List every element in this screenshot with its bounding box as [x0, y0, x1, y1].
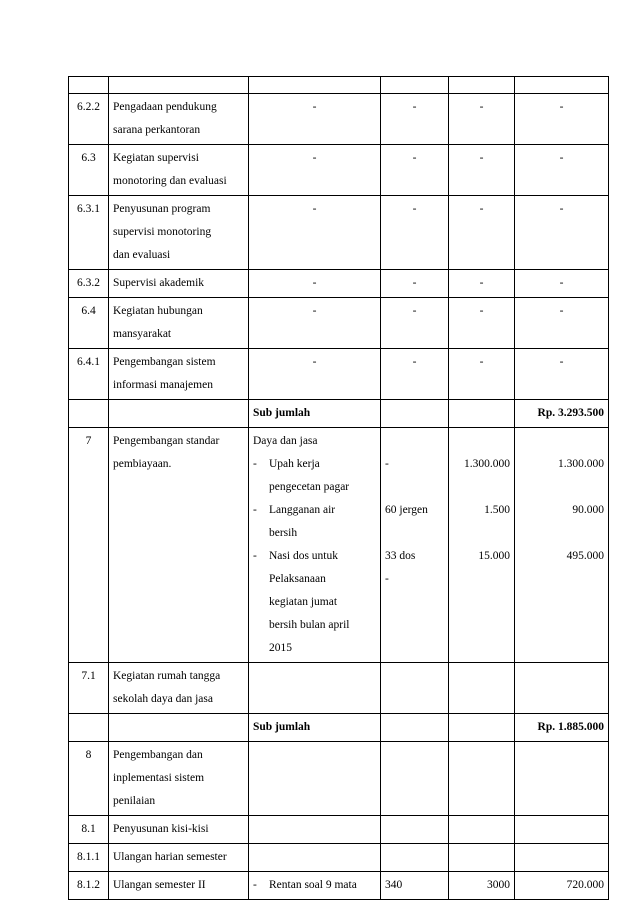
subtotal-label: Sub jumlah	[249, 714, 381, 742]
total-value: 1.300.000	[558, 458, 604, 470]
activity-line: supervisi monotoring	[113, 226, 212, 238]
volume-cell	[381, 428, 449, 663]
item-line: Nasi dos untuk	[269, 550, 338, 562]
spacer	[453, 522, 510, 545]
table-row	[69, 349, 609, 400]
detail-cell: -	[249, 298, 381, 349]
row-number: 6.3.2	[69, 270, 109, 298]
table-cell	[515, 77, 609, 94]
table-cell	[381, 77, 449, 94]
table-row	[69, 663, 609, 714]
activity-name: Supervisi akademik	[109, 270, 249, 298]
activity-line: sekolah daya dan jasa	[113, 693, 213, 705]
table-cell	[449, 663, 515, 714]
volume-cell: 340	[381, 872, 449, 900]
table-cell	[109, 714, 249, 742]
table-cell	[381, 742, 449, 816]
activity-line: Pengadaan pendukung	[113, 101, 217, 113]
activity-line: Pengembangan sistem	[113, 356, 216, 368]
table-cell	[449, 844, 515, 872]
volume-cell: -	[381, 196, 449, 270]
total-cell	[515, 428, 609, 663]
detail-cell: -	[249, 196, 381, 270]
table-cell	[249, 742, 381, 816]
activity-line: mansyarakat	[113, 328, 172, 340]
row-number: 8.1.2	[69, 872, 109, 900]
activity-name	[109, 349, 249, 400]
activity-name	[109, 428, 249, 663]
table-row	[69, 145, 609, 196]
list-item-text	[269, 453, 349, 499]
table-cell	[381, 844, 449, 872]
activity-line: Penyusunan program	[113, 203, 211, 215]
price-value: 1.500	[484, 504, 510, 516]
table-row	[69, 742, 609, 816]
price-cell: -	[449, 349, 515, 400]
detail-cell: -	[249, 270, 381, 298]
table-cell	[109, 77, 249, 94]
total-cell: -	[515, 349, 609, 400]
spacer	[453, 430, 510, 453]
table-row	[69, 298, 609, 349]
table-cell	[249, 844, 381, 872]
table-cell	[69, 77, 109, 94]
table-cell	[109, 400, 249, 428]
activity-line: informasi manajemen	[113, 379, 213, 391]
subtotal-label: Sub jumlah	[249, 400, 381, 428]
activity-line: dan evaluasi	[113, 249, 171, 261]
price-cell: -	[449, 196, 515, 270]
volume-value: -	[385, 573, 389, 585]
total-cell: -	[515, 298, 609, 349]
detail-cell: -	[249, 94, 381, 145]
bullet-dash: -	[253, 879, 257, 891]
spacer	[453, 476, 510, 499]
activity-name	[109, 94, 249, 145]
row-number: 8.1.1	[69, 844, 109, 872]
item-line: Upah kerja	[269, 458, 320, 470]
item-line: bersih bulan april	[269, 619, 350, 631]
activity-line: penilaian	[113, 795, 156, 807]
volume-cell: -	[381, 270, 449, 298]
volume-cell: -	[381, 349, 449, 400]
table-row	[69, 816, 609, 844]
list-item	[253, 453, 376, 499]
detail-cell: -	[249, 349, 381, 400]
row-number: 7	[69, 428, 109, 663]
table-row	[69, 428, 609, 663]
item-line: bersih	[269, 527, 298, 539]
spacer	[519, 522, 604, 545]
list-item	[253, 545, 376, 660]
table-row	[69, 77, 609, 94]
activity-line: inplementasi sistem	[113, 772, 205, 784]
volume-cell: -	[381, 298, 449, 349]
subtotal-value: Rp. 3.293.500	[515, 400, 609, 428]
row-number: 8.1	[69, 816, 109, 844]
list-item	[253, 499, 376, 545]
activity-line: Kegiatan hubungan	[113, 305, 203, 317]
list-item-text	[269, 545, 349, 660]
price-cell: -	[449, 298, 515, 349]
activity-name: Penyusunan kisi-kisi	[109, 816, 249, 844]
volume-value: 33 dos	[385, 550, 416, 562]
list-item-text	[269, 499, 335, 545]
spacer	[385, 522, 444, 545]
table-cell	[449, 816, 515, 844]
item-line: Langganan air	[269, 504, 336, 516]
activity-name	[109, 298, 249, 349]
activity-line: pembiayaan.	[113, 458, 172, 470]
table-row	[69, 872, 609, 900]
total-value: 495.000	[566, 550, 604, 562]
table-cell	[515, 816, 609, 844]
table-cell	[515, 844, 609, 872]
detail-cell: -	[249, 145, 381, 196]
activity-name	[109, 145, 249, 196]
activity-name	[109, 196, 249, 270]
table-row	[69, 270, 609, 298]
activity-name	[109, 663, 249, 714]
table-cell	[249, 663, 381, 714]
list-item-text: Rentan soal 9 mata	[269, 879, 357, 891]
price-cell: -	[449, 94, 515, 145]
table-cell	[515, 663, 609, 714]
activity-line: Pengembangan dan	[113, 749, 203, 761]
subtotal-value: Rp. 1.885.000	[515, 714, 609, 742]
table-cell	[381, 714, 449, 742]
table-row	[69, 94, 609, 145]
spacer	[385, 476, 444, 499]
table-cell	[381, 663, 449, 714]
activity-line: Kegiatan rumah tangga	[113, 670, 221, 682]
spacer	[519, 476, 604, 499]
table-cell	[69, 714, 109, 742]
volume-cell: -	[381, 94, 449, 145]
total-cell: 720.000	[515, 872, 609, 900]
price-value: 15.000	[478, 550, 510, 562]
table-cell	[449, 742, 515, 816]
detail-heading: Daya dan jasa	[253, 435, 318, 447]
subtotal-row	[69, 400, 609, 428]
total-cell: -	[515, 94, 609, 145]
bullet-dash: -	[253, 458, 257, 470]
table-cell	[381, 816, 449, 844]
row-number: 6.2.2	[69, 94, 109, 145]
volume-cell: -	[381, 145, 449, 196]
activity-line: sarana perkantoran	[113, 124, 201, 136]
table-cell	[515, 742, 609, 816]
price-cell	[449, 428, 515, 663]
item-line: Pelaksanaan	[269, 573, 326, 585]
table-row	[69, 844, 609, 872]
activity-name: Ulangan semester II	[109, 872, 249, 900]
activity-line: Kegiatan supervisi	[113, 152, 199, 164]
price-cell: 3000	[449, 872, 515, 900]
detail-cell	[249, 872, 381, 900]
bullet-dash: -	[253, 504, 257, 516]
spacer	[519, 430, 604, 453]
bullet-dash: -	[253, 550, 257, 562]
total-value: 90.000	[572, 504, 604, 516]
budget-table	[68, 76, 609, 900]
row-number: 6.4.1	[69, 349, 109, 400]
item-line: 2015	[269, 642, 292, 654]
total-cell: -	[515, 145, 609, 196]
detail-cell	[249, 428, 381, 663]
row-number: 6.3	[69, 145, 109, 196]
activity-name: Ulangan harian semester	[109, 844, 249, 872]
list-item	[253, 874, 376, 897]
row-number: 6.4	[69, 298, 109, 349]
subtotal-row	[69, 714, 609, 742]
table-cell	[449, 77, 515, 94]
volume-value: -	[385, 458, 389, 470]
price-cell: -	[449, 270, 515, 298]
table-cell	[249, 816, 381, 844]
table-cell	[381, 400, 449, 428]
table-cell	[69, 400, 109, 428]
row-number: 7.1	[69, 663, 109, 714]
row-number: 8	[69, 742, 109, 816]
price-value: 1.300.000	[464, 458, 510, 470]
table-cell	[449, 714, 515, 742]
table-cell	[449, 400, 515, 428]
row-number: 6.3.1	[69, 196, 109, 270]
activity-line: monotoring dan evaluasi	[113, 175, 227, 187]
table-row	[69, 196, 609, 270]
activity-name	[109, 742, 249, 816]
item-line: pengecetan pagar	[269, 481, 350, 493]
table-cell	[249, 77, 381, 94]
volume-value: 60 jergen	[385, 504, 428, 516]
total-cell: -	[515, 270, 609, 298]
item-line: kegiatan jumat	[269, 596, 338, 608]
spacer	[385, 430, 444, 453]
total-cell: -	[515, 196, 609, 270]
price-cell: -	[449, 145, 515, 196]
activity-line: Pengembangan standar	[113, 435, 220, 447]
